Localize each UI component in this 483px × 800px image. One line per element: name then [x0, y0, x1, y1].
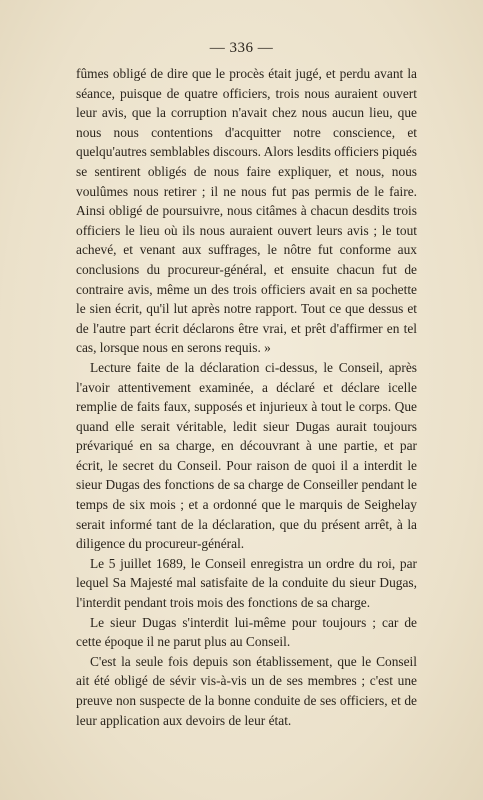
page-number: — 336 —	[209, 40, 274, 56]
paragraph-continuation: fûmes obligé de dire que le procès était jugé, et perdu avant la séance, puisque de quatre officiers, trois nous auraient ouvert leur avis, que la corruption n'avait chez nous aucun lieu, que nous nous contentions d'acquitter notre conscience, et quelqu'autres semblables discours. Alors lesdits officiers piqués se sentirent obligés de nous faire expliquer, et nous, nous voulûmes nous retirer ; il ne nous fut pas permis de le faire. Ainsi obligé de poursuivre, nous citâmes à chacun desdits trois officiers le lieu où ils nous auraient ouvert leurs avis ; le tout achevé, et venant aux suffrages, le nôtre fut conforme aux conclusions du procureur-général, et ensuite chacun fut de contraire avis, même un des trois officiers avait en sa pochette le sien écrit, qu'il lut après notre rapport. Tout ce que dessus et de l'autre part écrit déclarons être vrai, et prêt d'affirmer en tel cas, lorsque nous en serons requis. »	[76, 66, 417, 356]
paragraph-self-interdiction: Le sieur Dugas s'interdit lui-même pour toujours ; car de cette époque il ne parut plus au Conseil.	[76, 614, 417, 650]
body-text	[76, 64, 417, 730]
paragraph-conclusion: C'est la seule fois depuis son établissement, que le Conseil ait été obligé de sévir vis-à-vis un de ses membres ; c'est une preuve non suspecte de la bonne conduite de ses officiers, et de leur application aux devoirs de leur état.	[76, 653, 417, 728]
paragraph-declaration-ruling: Lecture faite de la déclaration ci-dessus, le Conseil, après l'avoir attentivement examinée, a déclaré et déclare icelle remplie de faits faux, supposés et injurieux à tout le corps. Que quand elle serait véritable, ledit sieur Dugas aurait toujours prévariqué en sa charge, en découvrant à une partie, et par écrit, le secret du Conseil. Pour raison de quoi il a interdit le sieur Dugas des fonctions de sa charge de Conseiller pendant le temps de six mois ; et a ordonné que le marquis de Seighelay serait informé tant de la déclaration, que du présent arrêt, à la diligence du procureur-général.	[76, 359, 417, 552]
paragraph-royal-order: Le 5 juillet 1689, le Conseil enregistra un ordre du roi, par lequel Sa Majesté mal satisfaite de la conduite du sieur Dugas, l'interdit pendant trois mois des fonctions de sa charge.	[76, 555, 417, 611]
